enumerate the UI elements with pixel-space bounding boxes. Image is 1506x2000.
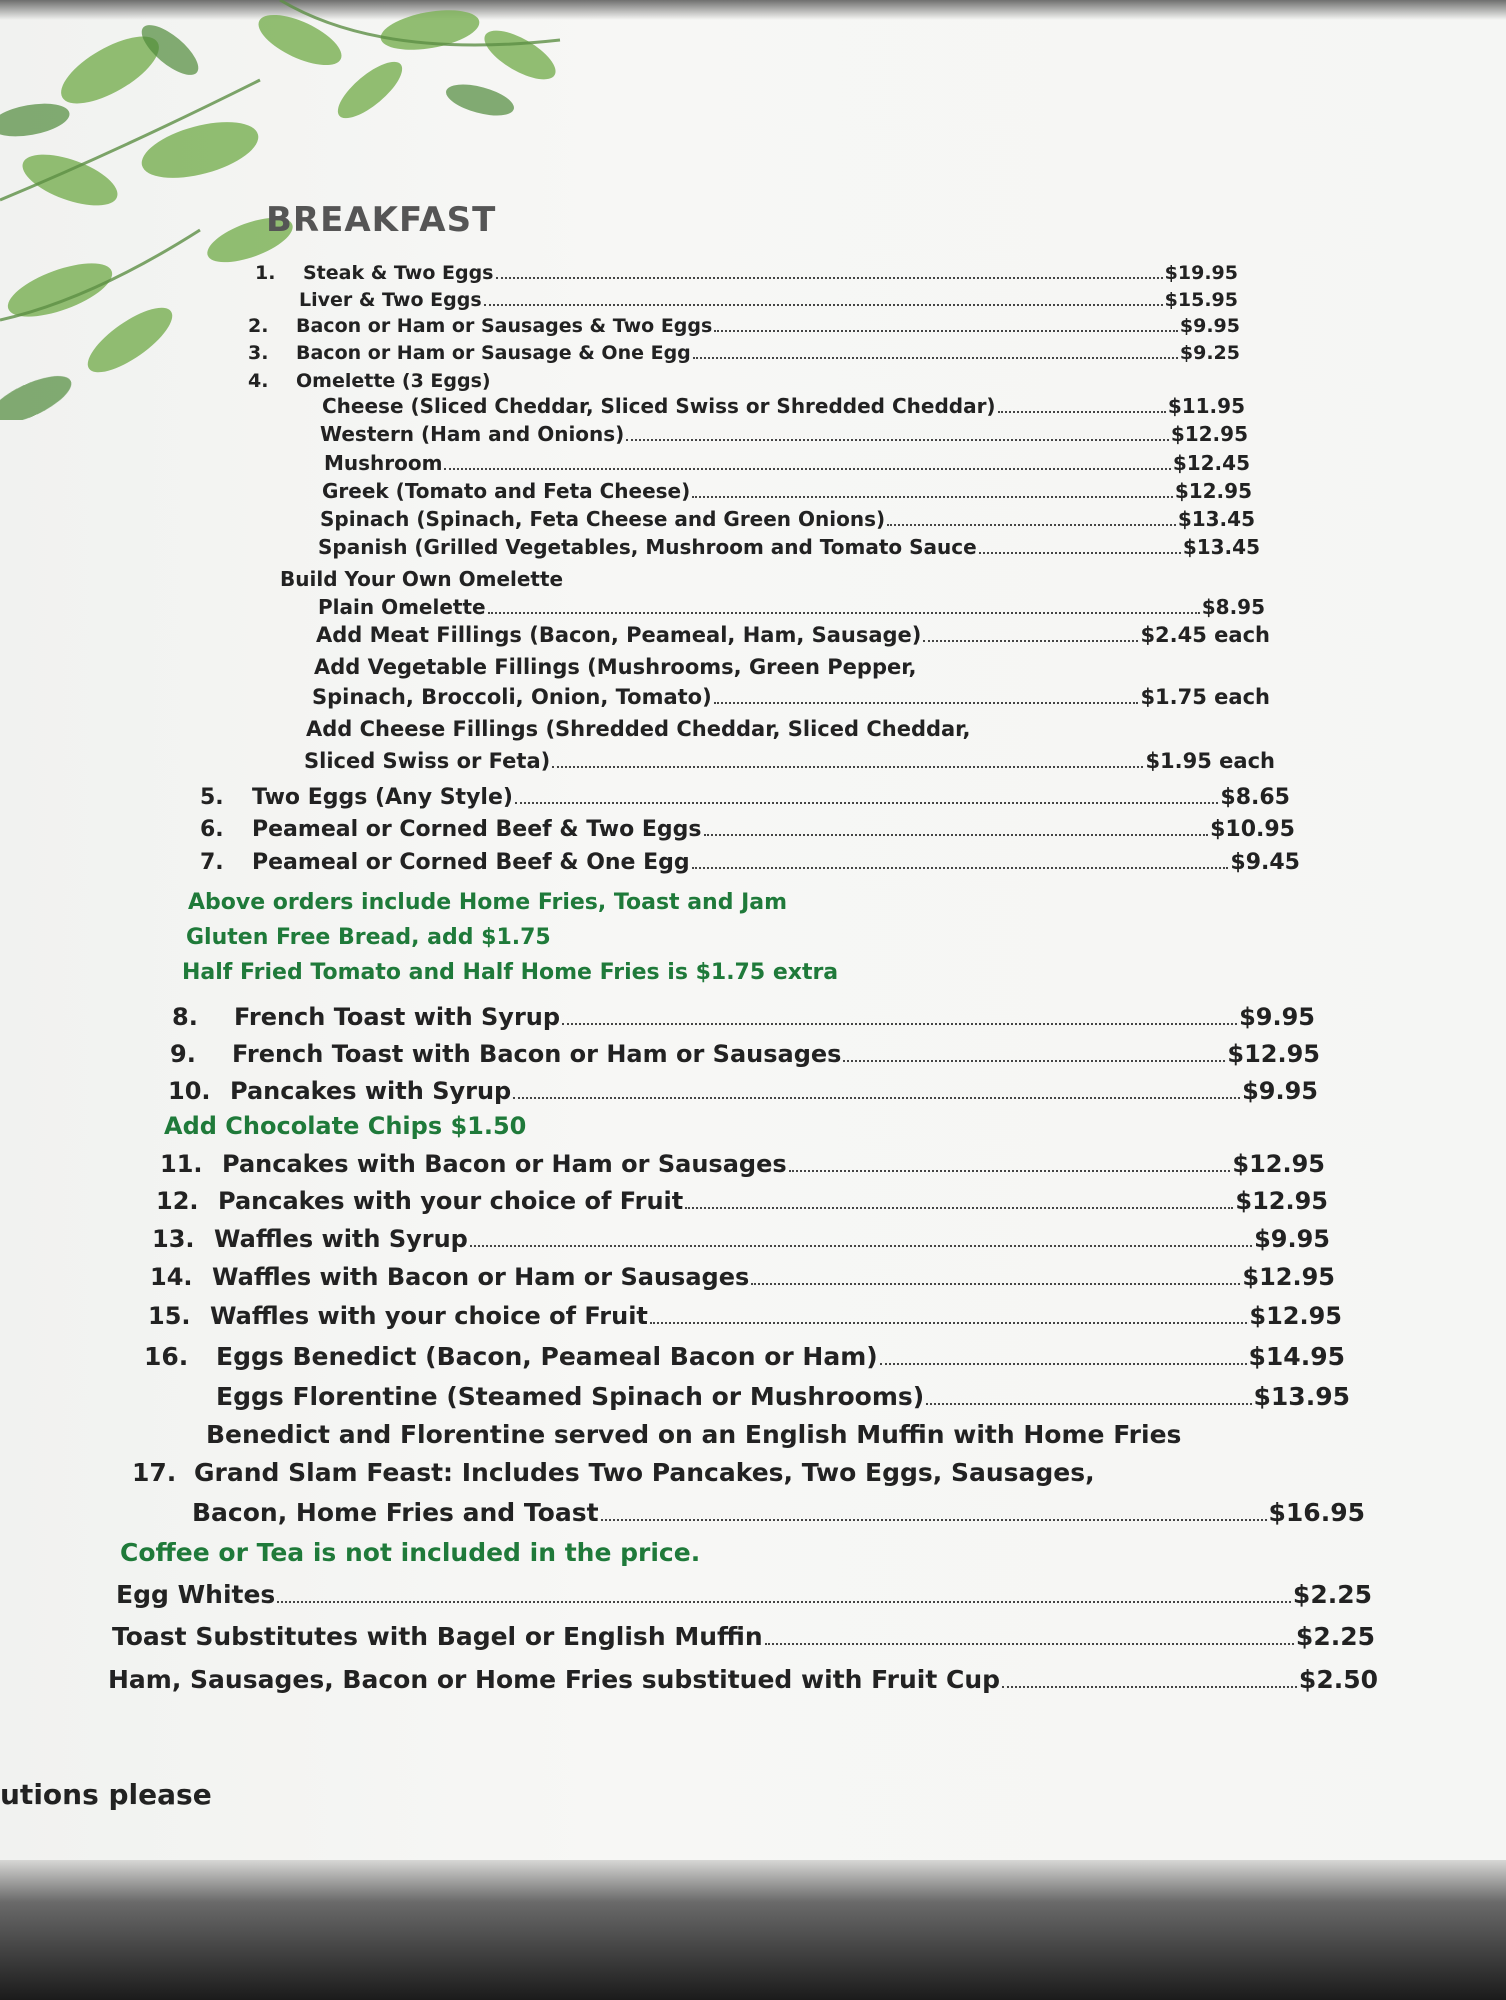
menu-item	[144, 1342, 1345, 1371]
item-price: $10.95	[1210, 817, 1295, 842]
menu-item	[156, 1187, 1328, 1215]
item-name: Plain Omelette	[318, 595, 486, 619]
menu-item	[248, 370, 1240, 392]
item-number: 10.	[168, 1077, 211, 1105]
dot-leader	[601, 1505, 1267, 1521]
menu-item	[320, 507, 1255, 531]
menu-subheading: Benedict and Florentine served on an English Muffin with Home Fries	[206, 1420, 1182, 1449]
menu-item	[168, 1077, 1318, 1105]
item-price: $1.95 each	[1145, 749, 1275, 773]
menu-item	[200, 817, 1295, 842]
item-price: $12.95	[1235, 1187, 1328, 1215]
item-number: 14.	[150, 1263, 193, 1291]
item-price: $19.95	[1164, 262, 1238, 284]
item-name: Peameal or Corned Beef & Two Eggs	[252, 817, 702, 842]
item-name: Toast Substitutes with Bagel or English Muffin	[112, 1622, 763, 1651]
item-name: Sliced Swiss or Feta)	[304, 749, 551, 773]
item-number: 15.	[148, 1302, 191, 1330]
dot-leader	[692, 485, 1173, 498]
item-price: $9.45	[1230, 850, 1300, 875]
item-name: Western (Ham and Onions)	[320, 422, 625, 446]
dot-leader	[751, 1270, 1240, 1285]
item-price: $13.45	[1182, 535, 1260, 559]
item-name: Pancakes with Syrup	[230, 1077, 512, 1105]
item-name: Bacon or Ham or Sausages & Two Eggs	[296, 315, 713, 337]
dot-leader	[488, 601, 1200, 614]
menu-note: Gluten Free Bread, add $1.75	[186, 925, 551, 950]
item-name: Peameal or Corned Beef & One Egg	[252, 850, 690, 875]
item-price: $9.25	[1179, 342, 1240, 364]
item-number: 12.	[156, 1187, 199, 1215]
menu-item	[112, 1622, 1375, 1651]
item-number: 17.	[132, 1458, 177, 1487]
item-price: $2.25	[1295, 1622, 1375, 1651]
dot-leader	[513, 1084, 1240, 1099]
menu-item	[216, 1382, 1350, 1411]
item-name: Pancakes with Bacon or Ham or Sausages	[222, 1150, 787, 1178]
dot-leader	[685, 1194, 1233, 1209]
menu-note: Half Fried Tomato and Half Home Fries is $1.75 extra	[182, 960, 839, 985]
dot-leader	[843, 1047, 1225, 1062]
menu-item	[316, 623, 1270, 647]
menu-item	[192, 1498, 1365, 1527]
item-name: Liver & Two Eggs	[299, 289, 482, 311]
dot-leader	[562, 1010, 1237, 1025]
menu-item	[320, 422, 1248, 446]
dot-leader	[765, 1629, 1294, 1645]
item-price: $12.95	[1174, 479, 1252, 503]
dot-leader	[998, 400, 1166, 413]
item-name: Waffles with your choice of Fruit	[210, 1302, 648, 1330]
dot-leader	[496, 267, 1163, 279]
item-name: Spinach (Spinach, Feta Cheese and Green Onions)	[320, 507, 886, 531]
menu-item	[160, 1150, 1325, 1178]
item-price: $12.95	[1232, 1150, 1325, 1178]
item-price: $8.65	[1220, 785, 1290, 810]
item-number: 3.	[248, 342, 269, 364]
dot-leader	[552, 754, 1143, 768]
menu-subheading: Build Your Own Omelette	[280, 567, 564, 591]
item-price: $12.95	[1170, 422, 1248, 446]
item-price: $11.95	[1167, 394, 1245, 418]
item-name: Waffles with Bacon or Ham or Sausages	[212, 1263, 750, 1291]
item-price: $12.95	[1242, 1263, 1335, 1291]
dot-leader	[692, 855, 1229, 869]
menu-item	[200, 850, 1300, 875]
item-name: Mushroom	[324, 451, 443, 475]
menu-item	[132, 1458, 1095, 1487]
item-number: 11.	[160, 1150, 203, 1178]
menu-item	[116, 1580, 1372, 1609]
dot-leader	[650, 1309, 1247, 1324]
menu-item	[150, 1263, 1335, 1291]
item-name: Ham, Sausages, Bacon or Home Fries substitued with Fruit Cup	[108, 1665, 1001, 1694]
item-name: Egg Whites	[116, 1580, 276, 1609]
item-name: Spinach, Broccoli, Onion, Tomato)	[312, 685, 712, 709]
item-price: $12.95	[1227, 1040, 1320, 1068]
item-name: Add Meat Fillings (Bacon, Peameal, Ham, Sausage)	[316, 623, 922, 647]
menu-item	[322, 479, 1252, 503]
menu-item	[108, 1665, 1378, 1694]
item-number: 2.	[248, 315, 269, 337]
item-price: $13.45	[1177, 507, 1255, 531]
dot-leader	[1002, 1672, 1297, 1688]
menu-title: BREAKFAST	[266, 200, 497, 240]
menu-item	[318, 535, 1260, 559]
dot-leader	[484, 294, 1163, 306]
item-name: Bacon, Home Fries and Toast	[192, 1498, 599, 1527]
menu-subheading: Add Cheese Fillings (Shredded Cheddar, Sliced Cheddar,	[306, 717, 971, 741]
menu-item	[172, 1003, 1315, 1031]
menu-item	[170, 1040, 1320, 1068]
menu-item	[200, 785, 1290, 810]
item-name: Omelette (3 Eggs)	[296, 370, 491, 392]
item-number: 9.	[170, 1040, 196, 1068]
item-price: $14.95	[1248, 1342, 1345, 1371]
item-price: $9.95	[1239, 1003, 1315, 1031]
item-price: $2.25	[1292, 1580, 1372, 1609]
item-name: Eggs Florentine (Steamed Spinach or Mushrooms)	[216, 1382, 925, 1411]
menu-item	[248, 315, 1240, 337]
item-name: Steak & Two Eggs	[303, 262, 494, 284]
item-price: $9.95	[1179, 315, 1240, 337]
item-name: Spanish (Grilled Vegetables, Mushroom and Tomato Sauce	[318, 535, 977, 559]
item-price: $1.75 each	[1140, 685, 1270, 709]
dot-leader	[693, 347, 1178, 359]
dot-leader	[714, 690, 1139, 704]
item-number: 8.	[172, 1003, 198, 1031]
item-price: $16.95	[1268, 1498, 1365, 1527]
item-number: 13.	[152, 1225, 195, 1253]
menu-item	[304, 749, 1275, 773]
item-price: $8.95	[1201, 595, 1265, 619]
menu-item	[322, 394, 1245, 418]
dot-leader	[704, 822, 1209, 836]
item-price: $15.95	[1164, 289, 1238, 311]
menu-item	[255, 262, 1238, 284]
item-name: Grand Slam Feast: Includes Two Pancakes, Two Eggs, Sausages,	[194, 1458, 1095, 1487]
dot-leader	[789, 1157, 1231, 1172]
dot-leader	[926, 1389, 1251, 1405]
item-number: 16.	[144, 1342, 189, 1371]
dot-leader	[979, 541, 1181, 554]
item-price: $9.95	[1242, 1077, 1318, 1105]
item-name: Two Eggs (Any Style)	[252, 785, 513, 810]
item-name: Waffles with Syrup	[214, 1225, 468, 1253]
dot-leader	[923, 628, 1138, 642]
menu-item	[299, 289, 1238, 311]
item-price: $2.50	[1298, 1665, 1378, 1694]
item-price: $12.45	[1172, 451, 1250, 475]
menu-note: Coffee or Tea is not included in the price.	[120, 1538, 701, 1567]
item-number: 5.	[200, 785, 224, 810]
sleeve-edge	[0, 1860, 1506, 2000]
item-name: Greek (Tomato and Feta Cheese)	[322, 479, 691, 503]
dot-leader	[470, 1232, 1252, 1247]
menu-item	[152, 1225, 1330, 1253]
menu-item	[312, 685, 1270, 709]
item-name: French Toast with Bacon or Ham or Sausages	[232, 1040, 842, 1068]
dot-leader	[887, 513, 1176, 526]
menu-subheading: Add Vegetable Fillings (Mushrooms, Green Pepper,	[314, 655, 917, 679]
item-price: $13.95	[1253, 1382, 1350, 1411]
dot-leader	[277, 1587, 1291, 1603]
item-name: Bacon or Ham or Sausage & One Egg	[296, 342, 691, 364]
item-number: 7.	[200, 850, 224, 875]
item-price: $12.95	[1249, 1302, 1342, 1330]
item-number: 1.	[255, 262, 276, 284]
item-price: $2.45 each	[1140, 623, 1270, 647]
footer-fragment: utions please	[0, 1778, 212, 1811]
item-name: Pancakes with your choice of Fruit	[218, 1187, 684, 1215]
menu-note: Above orders include Home Fries, Toast and Jam	[188, 890, 788, 915]
item-number: 4.	[248, 370, 269, 392]
menu-item	[148, 1302, 1342, 1330]
dot-leader	[880, 1349, 1247, 1365]
menu-item	[324, 451, 1250, 475]
menu-item	[318, 595, 1265, 619]
item-name: French Toast with Syrup	[234, 1003, 561, 1031]
item-number: 6.	[200, 817, 224, 842]
dot-leader	[714, 320, 1178, 332]
menu-note: Add Chocolate Chips $1.50	[164, 1112, 527, 1140]
item-name: Cheese (Sliced Cheddar, Sliced Swiss or Shredded Cheddar)	[322, 394, 996, 418]
item-name: Eggs Benedict (Bacon, Peameal Bacon or Ham)	[216, 1342, 878, 1371]
menu-item	[248, 342, 1240, 364]
dot-leader	[626, 428, 1168, 441]
dot-leader	[515, 790, 1218, 804]
dot-leader	[444, 457, 1170, 470]
item-price: $9.95	[1254, 1225, 1330, 1253]
